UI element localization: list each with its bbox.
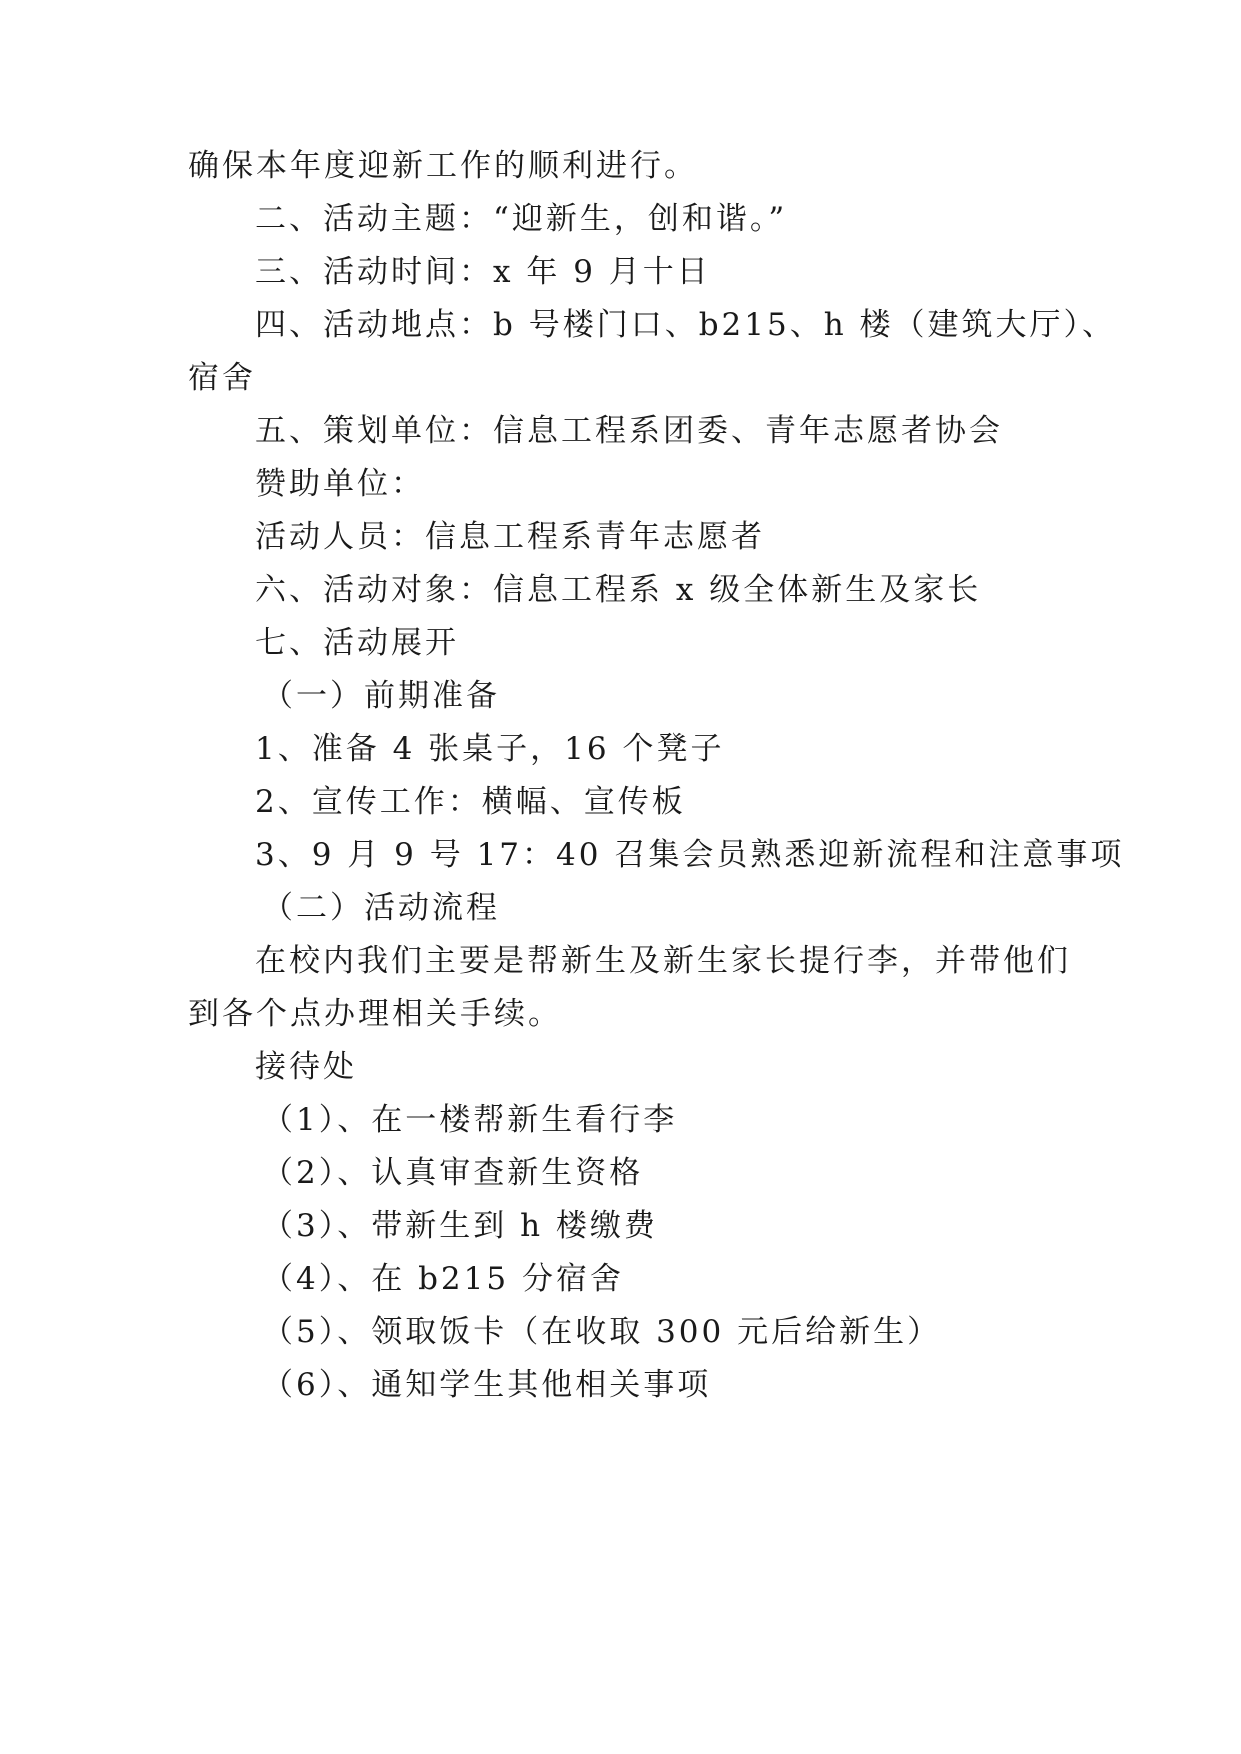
paragraph-line: 活动人员：信息工程系青年志愿者	[255, 519, 765, 555]
list-item: （4）、在 b215 分宿舍	[262, 1261, 624, 1297]
paragraph-line: 宿舍	[188, 360, 256, 396]
section-heading-activities: 七、活动展开	[255, 625, 459, 661]
list-item: （2）、认真审查新生资格	[262, 1155, 644, 1191]
section-heading-organizer: 五、策划单位：信息工程系团委、青年志愿者协会	[255, 413, 1003, 449]
list-item: （1）、在一楼帮新生看行李	[262, 1102, 678, 1138]
section-heading-time: 三、活动时间：x 年 9 月十日	[255, 254, 711, 290]
list-item: （5）、领取饭卡（在收取 300 元后给新生）	[262, 1314, 942, 1350]
list-item: （6）、通知学生其他相关事项	[262, 1367, 712, 1403]
paragraph-line: 赞助单位：	[255, 466, 425, 502]
list-item: 2、宣传工作：横幅、宣传板	[255, 784, 686, 820]
section-heading-audience: 六、活动对象：信息工程系 x 级全体新生及家长	[255, 572, 982, 608]
paragraph-line: 到各个点办理相关手续。	[188, 996, 562, 1032]
paragraph-line: 确保本年度迎新工作的顺利进行。	[188, 148, 698, 184]
paragraph-line: 在校内我们主要是帮新生及新生家长提行李，并带他们	[255, 943, 1071, 979]
section-heading-location: 四、活动地点：b 号楼门口、b215、h 楼（建筑大厅）、	[255, 307, 1117, 343]
list-item: 3、9 月 9 号 17：40 召集会员熟悉迎新流程和注意事项	[255, 837, 1125, 873]
list-item: 1、准备 4 张桌子，16 个凳子	[255, 731, 725, 767]
section-heading-theme: 二、活动主题：“迎新生，创和谐。”	[255, 201, 788, 237]
subsection-heading: （一）前期准备	[262, 678, 500, 714]
subsection-heading: （二）活动流程	[262, 890, 500, 926]
list-item: （3）、带新生到 h 楼缴费	[262, 1208, 658, 1244]
paragraph-line: 接待处	[255, 1049, 357, 1085]
